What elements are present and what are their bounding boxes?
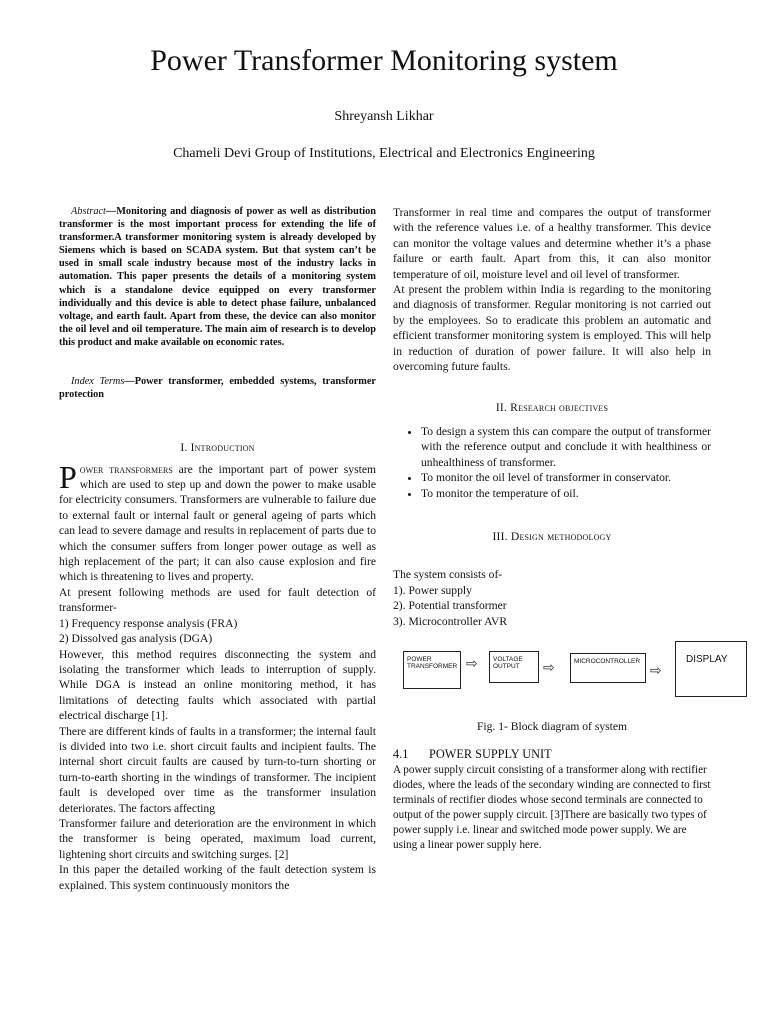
index-terms (59, 375, 376, 401)
index-terms-label: Index Terms (71, 376, 125, 388)
method-fra: 1) Frequency response analysis (FRA) (59, 616, 238, 630)
intro-paragraph-3: However, this method requires disconnecting the system and isolating the transformer which leads to interruption of supply. While DGA is instead an online monitoring method, it has limitations of detecting faults which associated with partial electrical discharge [1]. (59, 647, 376, 723)
index-terms-text: —Power transformer, embedded systems, transformer protection (59, 376, 377, 401)
intro-paragraph-5: Transformer failure and deterioration are the environment in which the transformer is being operated, maximum load current, lightening short circuits and switching surges. [2] (59, 816, 376, 861)
right-column (393, 205, 728, 853)
block-voltage-output: VOLTAGE OUTPUT (489, 651, 539, 683)
component-item: 3). Microcontroller AVR (393, 614, 508, 628)
left-column (59, 205, 376, 893)
power-supply-paragraph: A power supply circuit consisting of a transformer along with rectifier diodes, where the leads of the secondary winding are connected to first terminals of rectifier diodes whose second terminals are connected to output of the power supply circuit. [3]There are basically two types of power supply i.e. linear and switched mode power supply. We are using a linear power supply here. (393, 763, 711, 851)
intro-text-1: are the important part of power system which are used to step up and down the power to make usable for electricity consumers. Transformers are vulnerable to failure due to external fault or internal fault or general ageing of parts which can lead to severe damage and results in replacement of parts due to which the consumer suffers from longer power outage as well as high replacement of the part; it can also cause explosion and fire which is threatening to lives and property. (59, 462, 376, 584)
abstract (59, 205, 376, 349)
method-dga: 2) Dissolved gas analysis (DGA) (59, 632, 213, 646)
intro-paragraph-2: At present following methods are used for fault detection of transformer- (59, 585, 376, 615)
objective-item: • To monitor the temperature of oil. (421, 486, 711, 501)
section-number: II. (495, 401, 508, 415)
block-power-transformer: POWER TRANSFORMER (403, 651, 461, 689)
section-heading-design (393, 529, 711, 544)
arrow-icon: ⇨ (650, 662, 662, 679)
objective-item: • To monitor the oil level of transformer in conservator. (421, 470, 711, 485)
intro-paragraph-6: In this paper the detailed working of the fault detection system is explained. This system continuously monitors the (59, 863, 376, 892)
section-number: III. (492, 529, 508, 543)
objectives-list (393, 424, 711, 501)
section-title: Design methodology (510, 529, 612, 543)
subsection-title: POWER SUPPLY UNIT (429, 747, 552, 762)
affiliation: Chameli Devi Group of Institutions, Electrical and Electronics Engineering (173, 146, 595, 161)
right-paragraph-1: Transformer in real time and compares the output of transformer with the reference values i.e. of a healthy transformer. This device can monitor the voltage values and determine whether it’s a phase failure or earth fault. Apart from this, it can also monitor temperature of oil, moisture level and oil level of transformer. (393, 206, 711, 281)
subsection-number: 4.1 (393, 747, 409, 762)
abstract-label: Abstract (71, 206, 106, 217)
arrow-icon: ⇨ (543, 659, 555, 676)
author-name: Shreyansh Likhar (334, 109, 434, 124)
section-heading-objectives (393, 400, 711, 415)
block-display: DISPLAY (675, 641, 747, 697)
arrow-icon: ⇨ (466, 655, 478, 672)
right-paragraph-2: At present the problem within India is regarding to the monitoring and diagnosis of transformer. Regular monitoring is not carried out by the employees. So to eradicate this problem an automatic and efficient transformer monitoring system is employed. This will help in reduction of duration of power failure. It will also help in overcoming future faults. (393, 283, 711, 374)
block-microcontroller: MICROCONTROLLER (570, 653, 646, 683)
abstract-text: —Monitoring and diagnosis of power as well as distribution transformer is the most important process for extending the life of transformer.A transformer monitoring system is already developed by Siemens which is based on SCADA system. But that system can’t be used in small scale industry because most of the industry lacks in automation. This paper presents the details of a monitoring system which is a standalone device equipped on every transformer individually and this device is able to detect phase failure, unbalanced voltage, and earth fault. Apart from these, the device can also monitor the oil level and oil temperature. The main aim of research is to develop this product and make available on economic rates. (59, 206, 376, 348)
subsection-heading-power-supply (393, 747, 711, 762)
figure-caption: Fig. 1- Block diagram of system (476, 719, 628, 733)
intro-smallcaps: ower transformers (79, 462, 173, 476)
component-item: 2). Potential transformer (393, 599, 507, 613)
paper-title: Power Transformer Monitoring system (150, 44, 618, 77)
section-title: Introduction (190, 441, 255, 455)
component-item: 1). Power supply (393, 583, 472, 597)
intro-paragraph-4: There are different kinds of faults in a transformer; the internal fault is divided into two i.e. short circuit faults and incipient faults. The internal short circuit faults are caused by turn-to-turn shorting or turn-to-earth shorting in the windings of transformer. The incipient fault is developed over time as the transformer insulation deteriorates. The factors affecting (59, 724, 376, 815)
block-diagram (393, 647, 728, 707)
objective-item: • To design a system this can compare the output of transformer with the reference output and conclude it with healthiness or unhealthiness of transformer. (421, 424, 711, 470)
section-heading-introduction (59, 440, 376, 455)
intro-paragraph-1 (59, 458, 376, 585)
consists-text: The system consists of- (393, 568, 503, 582)
section-number: I. (180, 441, 188, 455)
drop-cap: P (59, 458, 77, 495)
section-title: Research objectives (510, 401, 609, 415)
